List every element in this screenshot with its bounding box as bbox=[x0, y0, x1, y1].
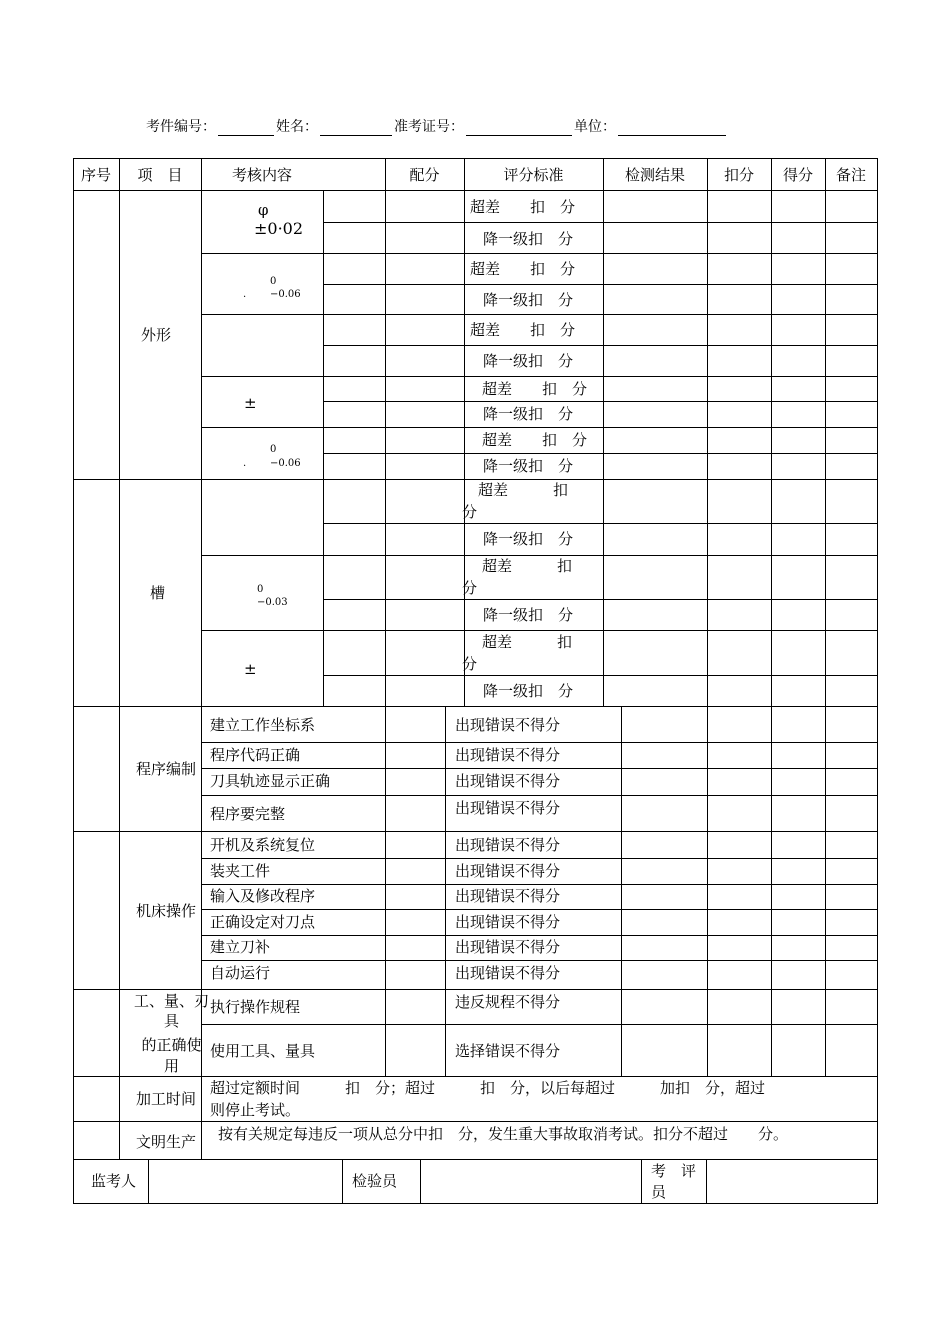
standard-cell: 出现错误不得分 bbox=[455, 938, 561, 956]
inspector-label: 检验员 bbox=[352, 1172, 398, 1190]
rule bbox=[323, 345, 878, 346]
rule bbox=[201, 742, 878, 743]
rule bbox=[323, 523, 878, 524]
item-machine: 机床操作 bbox=[136, 902, 197, 920]
rule bbox=[73, 1121, 878, 1122]
standard-cell: 违反规程不得分 bbox=[455, 993, 561, 1011]
standard-cell: 出现错误不得分 bbox=[455, 746, 561, 764]
ticket-label: 准考证号： bbox=[394, 119, 464, 135]
rule bbox=[323, 675, 878, 676]
standard-cell: 出现错误不得分 bbox=[455, 772, 561, 790]
rule bbox=[201, 630, 878, 631]
item-shape: 外形 bbox=[141, 326, 172, 344]
content-cell: 建立刀补 bbox=[210, 938, 271, 956]
rule bbox=[323, 401, 878, 402]
col-deduct: 扣分 bbox=[723, 166, 754, 184]
rule bbox=[201, 960, 878, 961]
item-tools-line: 工、量、刃 bbox=[133, 992, 209, 1010]
standard-cell: 出现错误不得分 bbox=[455, 887, 561, 905]
col-result: 检测结果 bbox=[624, 166, 685, 184]
rule bbox=[201, 884, 878, 885]
grader-label-line: 考 评 bbox=[651, 1162, 697, 1180]
item-tools-line: 的正确使 bbox=[141, 1036, 202, 1054]
rule bbox=[420, 1159, 421, 1204]
item-civil: 文明生产 bbox=[136, 1133, 197, 1151]
rule bbox=[201, 795, 878, 796]
standard-over: 超差 扣 分 bbox=[470, 198, 576, 216]
standard-drop: 降一级扣 分 bbox=[483, 682, 574, 700]
rule bbox=[641, 1159, 642, 1204]
time-rule-line: 则停止考试。 bbox=[210, 1101, 301, 1119]
upper-deviation: 0 bbox=[257, 584, 264, 595]
rule bbox=[201, 768, 878, 769]
dot: . bbox=[243, 289, 247, 300]
standard-over: 超差 扣 分 bbox=[470, 321, 576, 339]
rule bbox=[771, 158, 772, 1076]
standard-drop: 降一级扣 分 bbox=[483, 352, 574, 370]
exam-header bbox=[146, 116, 728, 136]
rule bbox=[707, 158, 708, 1076]
content-cell: 建立工作坐标系 bbox=[210, 716, 316, 734]
proctor-label: 监考人 bbox=[91, 1172, 137, 1190]
standard-cell: 出现错误不得分 bbox=[455, 716, 561, 734]
rule bbox=[73, 479, 878, 480]
standard-over: 超差 扣 bbox=[482, 633, 573, 651]
col-points: 配分 bbox=[409, 166, 440, 184]
content-cell: 装夹工件 bbox=[210, 862, 271, 880]
phi-symbol: φ bbox=[258, 201, 269, 219]
rule bbox=[73, 706, 878, 707]
standard-drop: 降一级扣 分 bbox=[483, 606, 574, 624]
rule bbox=[201, 555, 878, 556]
rule bbox=[385, 190, 386, 706]
rule bbox=[73, 1159, 878, 1160]
col-item: 项 目 bbox=[137, 166, 183, 184]
lower-deviation: −0.06 bbox=[270, 458, 301, 469]
standard-cell: 出现错误不得分 bbox=[455, 964, 561, 982]
standard-cell: 出现错误不得分 bbox=[455, 799, 561, 817]
content-cell: 使用工具、量具 bbox=[210, 1042, 316, 1060]
standard-drop: 降一级扣 分 bbox=[483, 291, 574, 309]
rule bbox=[73, 989, 878, 990]
lower-deviation: −0.03 bbox=[257, 597, 288, 608]
item-slot: 槽 bbox=[150, 584, 166, 602]
rule bbox=[201, 1024, 878, 1025]
exam-no-label: 考件编号： bbox=[146, 119, 216, 135]
content-cell: 程序要完整 bbox=[210, 805, 286, 823]
upper-deviation: 0 bbox=[270, 276, 277, 287]
rule bbox=[73, 190, 878, 191]
item-programming: 程序编制 bbox=[136, 760, 197, 778]
rule bbox=[201, 935, 878, 936]
standard-over: 超差 扣 bbox=[482, 557, 573, 575]
rule bbox=[464, 190, 465, 706]
standard-over: 超差 扣 分 bbox=[482, 380, 588, 398]
content-cell: 输入及修改程序 bbox=[210, 887, 316, 905]
rule bbox=[342, 1159, 343, 1204]
rule bbox=[201, 376, 878, 377]
rule bbox=[323, 599, 878, 600]
rule bbox=[201, 314, 878, 315]
content-cell: 正确设定对刀点 bbox=[210, 913, 316, 931]
time-rule-line: 超过定额时间 扣 分；超过 扣 分，以后每超过 加扣 分，超过 bbox=[210, 1079, 766, 1097]
plus-minus: ± bbox=[244, 660, 257, 678]
unit-label: 单位： bbox=[574, 119, 616, 135]
upper-deviation: 0 bbox=[270, 444, 277, 455]
name-blank[interactable] bbox=[320, 119, 392, 136]
standard-over-unit: 分 bbox=[462, 655, 478, 673]
standard-over: 超差 扣 分 bbox=[470, 260, 576, 278]
standard-drop: 降一级扣 分 bbox=[483, 230, 574, 248]
rule bbox=[603, 190, 604, 706]
rule bbox=[825, 158, 826, 1076]
content-cell: 执行操作规程 bbox=[210, 998, 301, 1016]
standard-drop: 降一级扣 分 bbox=[483, 457, 574, 475]
rule bbox=[706, 1159, 707, 1204]
rule bbox=[201, 253, 878, 254]
content-cell: 自动运行 bbox=[210, 964, 271, 982]
rule bbox=[323, 284, 878, 285]
rule bbox=[73, 158, 74, 1204]
rule bbox=[877, 158, 878, 1204]
rule bbox=[385, 706, 386, 1076]
rule bbox=[73, 158, 878, 159]
standard-cell: 出现错误不得分 bbox=[455, 862, 561, 880]
plus-minus: ± bbox=[244, 394, 257, 412]
rule bbox=[73, 1076, 878, 1077]
content-cell: 开机及系统复位 bbox=[210, 836, 316, 854]
rule bbox=[73, 1203, 878, 1204]
standard-drop: 降一级扣 分 bbox=[483, 405, 574, 423]
ticket-blank[interactable] bbox=[466, 119, 572, 136]
item-time: 加工时间 bbox=[136, 1090, 197, 1108]
standard-drop: 降一级扣 分 bbox=[483, 530, 574, 548]
content-cell: 刀具轨迹显示正确 bbox=[210, 772, 331, 790]
rule bbox=[148, 1159, 149, 1204]
item-tools-line: 用 bbox=[163, 1057, 179, 1075]
standard-over-unit: 分 bbox=[462, 579, 478, 597]
rule bbox=[201, 858, 878, 859]
name-label: 姓名： bbox=[276, 119, 318, 135]
tolerance-text: ±0·02 bbox=[254, 219, 304, 238]
rule bbox=[323, 190, 324, 706]
col-score: 得分 bbox=[782, 166, 813, 184]
rule bbox=[201, 427, 878, 428]
rule bbox=[445, 706, 446, 1076]
exam-no-blank[interactable] bbox=[218, 119, 274, 136]
standard-over: 超差 扣 分 bbox=[482, 431, 588, 449]
col-standard: 评分标准 bbox=[503, 166, 564, 184]
unit-blank[interactable] bbox=[618, 119, 726, 136]
standard-cell: 出现错误不得分 bbox=[455, 836, 561, 854]
rule bbox=[621, 706, 622, 1076]
col-seq: 序号 bbox=[80, 166, 111, 184]
content-cell: 程序代码正确 bbox=[210, 746, 301, 764]
rule bbox=[73, 831, 878, 832]
dot: . bbox=[243, 458, 247, 469]
col-notes: 备注 bbox=[835, 166, 866, 184]
col-content: 考核内容 bbox=[231, 166, 292, 184]
civil-rule: 按有关规定每违反一项从总分中扣 分，发生重大事故取消考试。扣分不超过 分。 bbox=[218, 1125, 789, 1143]
standard-cell: 选择错误不得分 bbox=[455, 1042, 561, 1060]
item-tools-line: 具 bbox=[163, 1012, 179, 1030]
grader-label-line: 员 bbox=[651, 1183, 667, 1201]
rule bbox=[201, 909, 878, 910]
lower-deviation: −0.06 bbox=[270, 289, 301, 300]
rule bbox=[323, 453, 878, 454]
rule bbox=[323, 222, 878, 223]
standard-cell: 出现错误不得分 bbox=[455, 913, 561, 931]
standard-over-unit: 分 bbox=[462, 503, 478, 521]
standard-over: 超差 扣 bbox=[478, 481, 569, 499]
